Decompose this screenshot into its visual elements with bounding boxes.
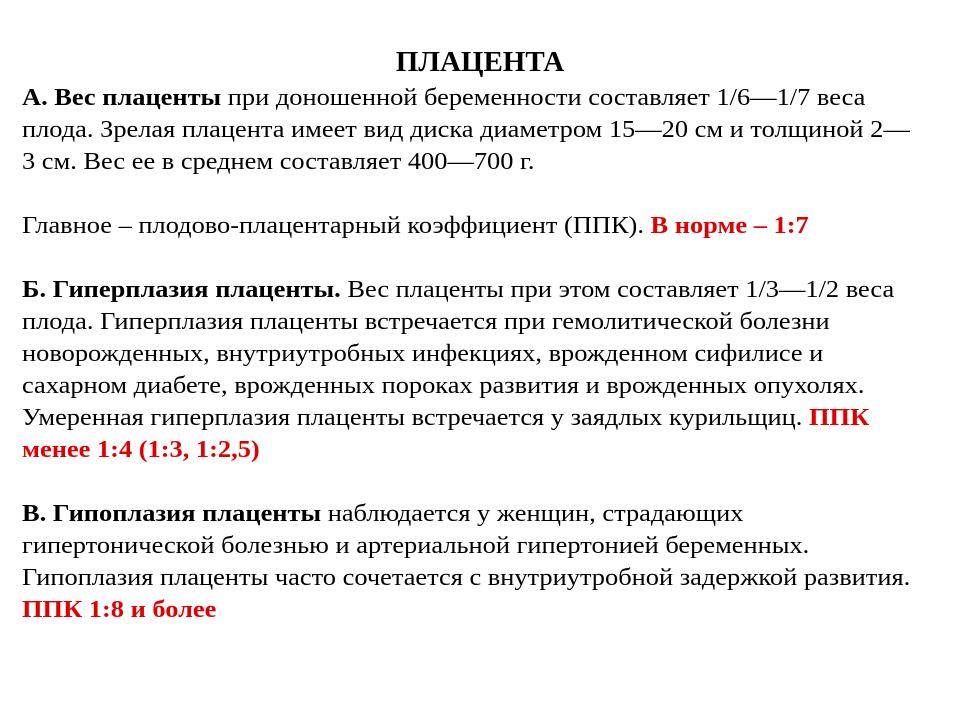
text: наблюдается у женщин, страдающих [321, 501, 744, 527]
section-c-heading: В. Гипоплазия плаценты [22, 501, 322, 527]
section-a-heading: А. Вес плаценты [22, 85, 222, 111]
section-c-line: Гипоплазия плаценты часто сочетается с внутриутробной задержкой развития. [22, 565, 911, 591]
slide-body [22, 82, 910, 626]
section-b-line: новорожденных, внутриутробных инфекциях, врожденном сифилисе и [22, 341, 824, 367]
section-b-line: плода. Гиперплазия плаценты встречается при гемолитической болезни [22, 309, 830, 335]
text: при доношенной беременности составляет 1/6—1/7 веса [221, 85, 866, 111]
section-b-line [22, 274, 910, 306]
ppk-line [22, 210, 910, 242]
section-c-line [22, 498, 910, 530]
section-b-line: сахарном диабете, врожденных пороках развития и врожденных опухолях. [22, 373, 865, 399]
slide-title: ПЛАЦЕНТА [395, 46, 565, 78]
ppk-hyperplasia-value: менее 1:4 (1:3, 1:2,5) [22, 437, 260, 463]
section-c-line: гипертонической болезнью и артериальной гипертонией беременных. [22, 533, 810, 559]
ppk-norm: В норме – 1:7 [650, 213, 809, 239]
section-a-line: плода. Зрелая плацента имеет вид диска диаметром 15—20 см и толщиной 2— [22, 117, 910, 143]
text: Главное – плодово-плацентарный коэффициент (ППК). [22, 213, 651, 239]
text: Вес плаценты при этом составляет 1/3—1/2 веса [340, 277, 895, 303]
ppk-hyperplasia: ППК [809, 405, 870, 431]
ppk-hypoplasia: ППК 1:8 и более [22, 597, 217, 623]
section-a-line: 3 см. Вес ее в среднем составляет 400—700 г. [22, 149, 535, 175]
section-a-line [22, 82, 910, 114]
text: Умеренная гиперплазия плаценты встречается у заядлых курильщиц. [22, 405, 810, 431]
section-b-line [22, 402, 910, 434]
section-b-heading: Б. Гиперплазия плаценты. [22, 277, 341, 303]
